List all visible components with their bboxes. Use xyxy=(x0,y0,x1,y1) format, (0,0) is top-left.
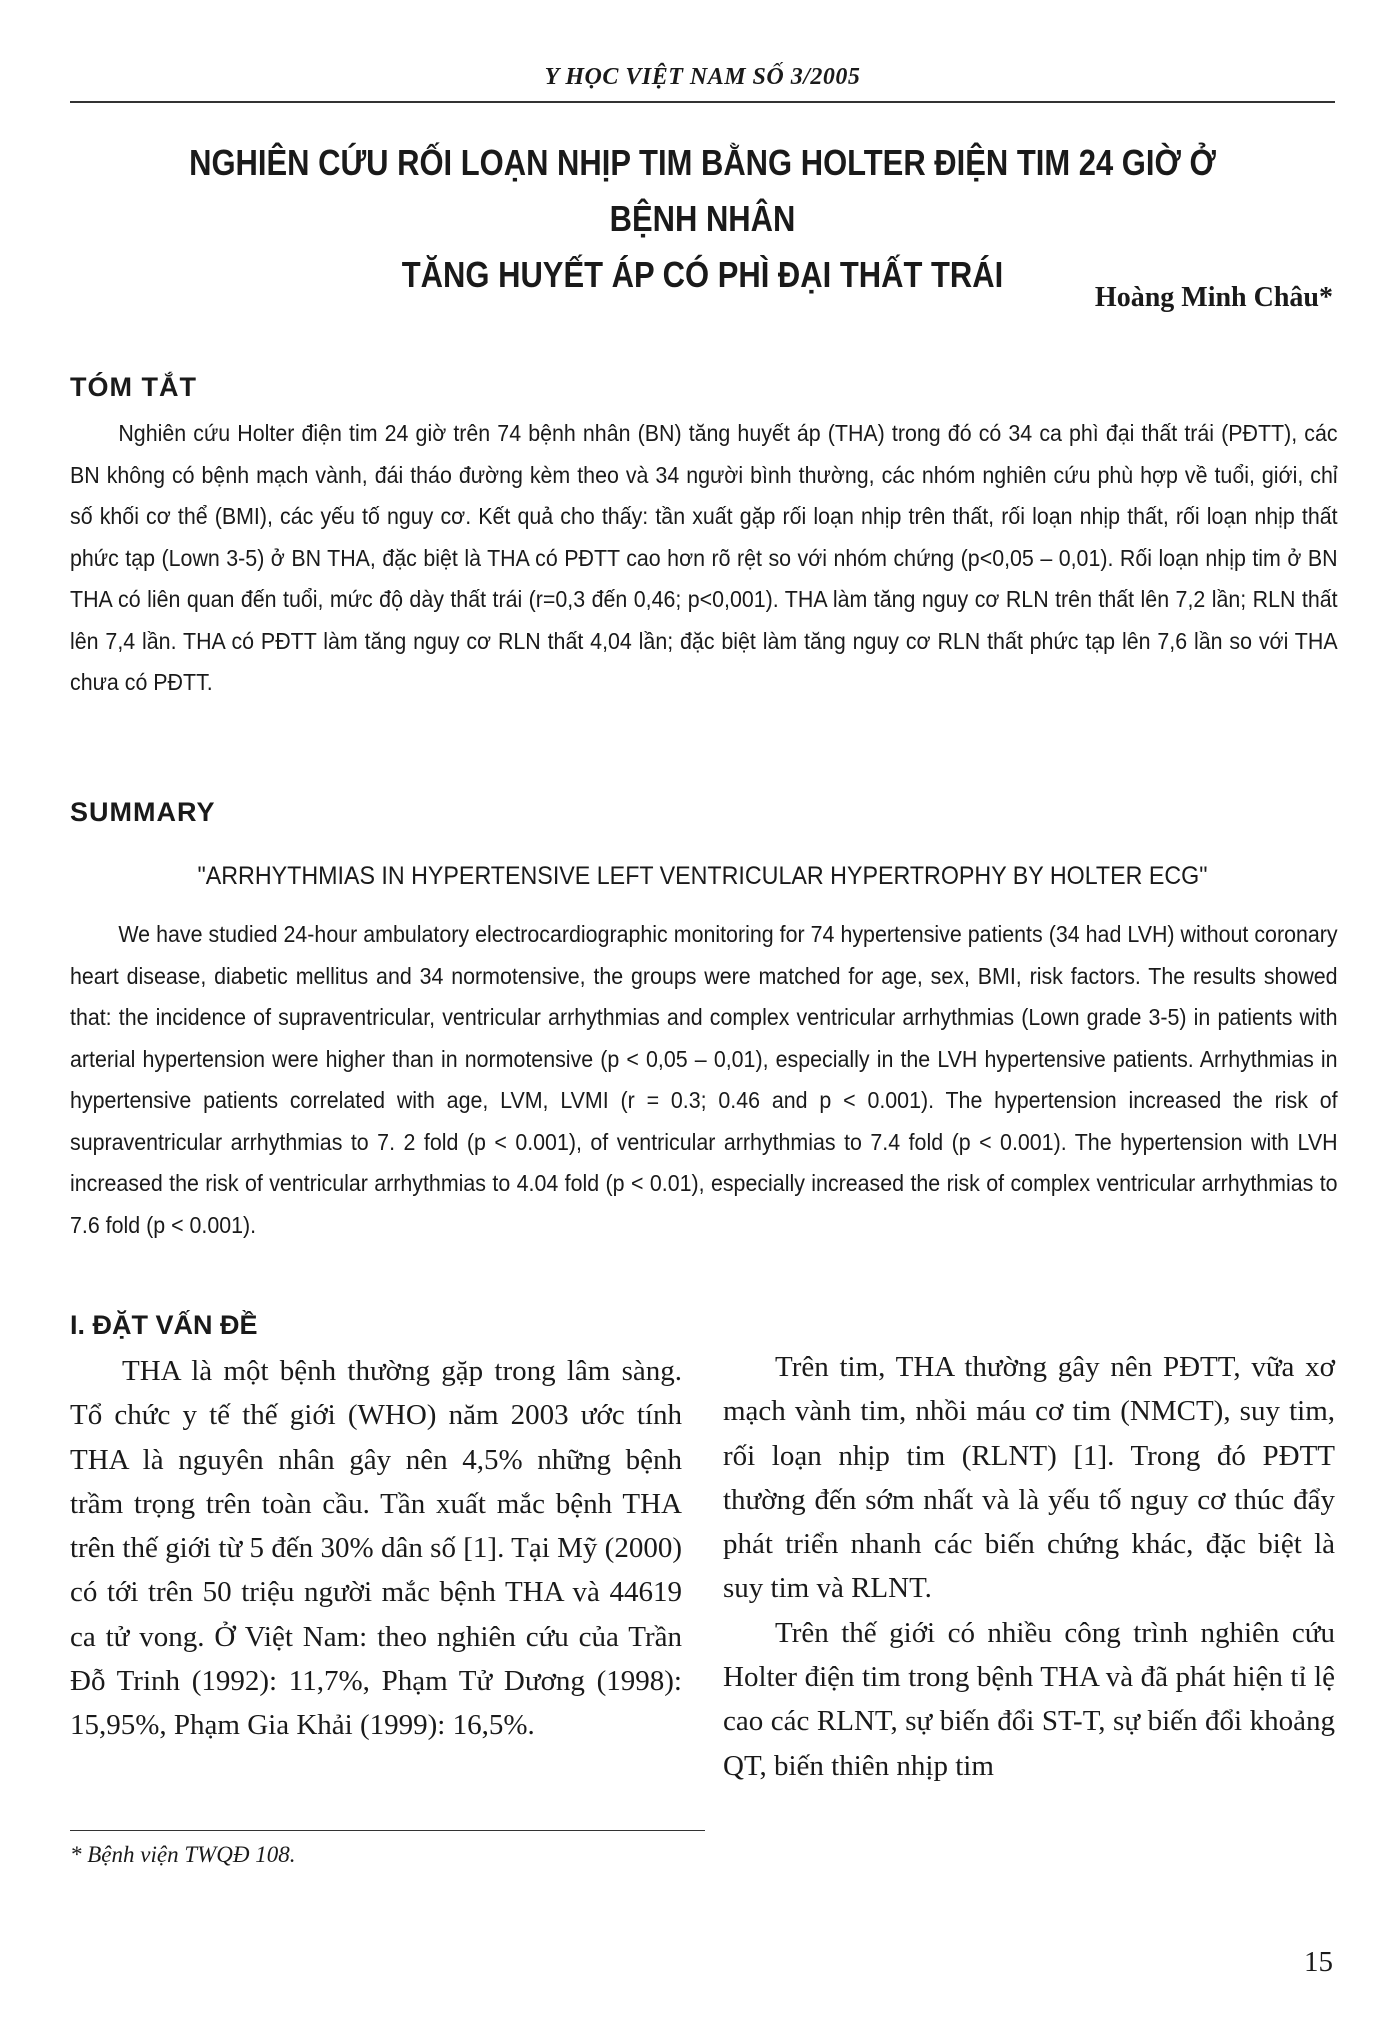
tom-tat-heading: TÓM TẮT xyxy=(70,372,197,402)
page-number: 15 xyxy=(1304,1946,1333,1978)
title-line-1: NGHIÊN CỨU RỐI LOẠN NHỊP TIM BẰNG HOLTER ĐIỆN TIM 24 GIỜ Ở BỆNH NHÂN xyxy=(189,142,1216,239)
article-title xyxy=(150,135,1255,303)
intro-right-column xyxy=(723,1345,1335,1788)
summary-text: We have studied 24-hour ambulatory electrocardiographic monitoring for 74 hypertensive patients (34 had LVH) without coronary heart disease, diabetic mellitus and 34 normotensive, the groups were matched for age, sex, BMI, risk factors. The results showed that: the incidence of supraventricular, ventricular arrhythmias and complex ventricular arrhythmias (Lown grade 3-5) in patients with arterial hypertension were higher than in normotensive (p < 0,05 – 0,01), especially in the LVH hypertensive patients. Arrhythmias in hypertensive patients correlated with age, LVM, LVMI (r = 0.3; 0.46 and p < 0.001). The hypertension increased the risk of supraventricular arrhythmias to 7. 2 fold (p < 0.001), of ventricular arrhythmias to 7.4 fold (p < 0.001). The hypertension with LVH increased the risk of ventricular arrhythmias to 4.04 fold (p < 0.01), especially increased the risk of complex ventricular arrhythmias to 7.6 fold (p < 0.001). xyxy=(70,921,1338,1238)
summary-heading: SUMMARY xyxy=(70,797,216,827)
tom-tat-text: Nghiên cứu Holter điện tim 24 giờ trên 74 bệnh nhân (BN) tăng huyết áp (THA) trong đó có 34 ca phì đại thất trái (PĐTT), các BN không có bệnh mạch vành, đái tháo đường kèm theo và 34 người bình thường, các nhóm nghiên cứu phù hợp về tuổi, giới, chỉ số khối cơ thể (BMI), các yếu tố nguy cơ. Kết quả cho thấy: tần xuất gặp rối loạn nhịp trên thất, rối loạn nhịp thất, rối loạn nhịp thất phức tạp (Lown 3-5) ở BN THA, đặc biệt là THA có PĐTT cao hơn rõ rệt so với nhóm chứng (p<0,05 – 0,01). Rối loạn nhịp tim ở BN THA có liên quan đến tuổi, mức độ dày thất trái (r=0,3 đến 0,46; p<0,001). THA làm tăng nguy cơ RLN trên thất lên 7,2 lần; RLN thất lên 7,4 lần. THA có PĐTT làm tăng nguy cơ RLN thất 4,04 lần; đặc biệt làm tăng nguy cơ RLN thất phức tạp lên 7,6 lần so với THA chưa có PĐTT. xyxy=(70,420,1338,695)
footnote-rule xyxy=(70,1830,705,1831)
intro-right-paragraph-2: Trên thế giới có nhiều công trình nghiên cứu Holter điện tim trong bệnh THA và đã phát hiện tỉ lệ cao các RLNT, sự biến đổi ST-T, sự biến đổi khoảng QT, biến thiên nhịp tim xyxy=(723,1616,1335,1782)
summary-body xyxy=(70,914,1338,1246)
title-line-2: TĂNG HUYẾT ÁP CÓ PHÌ ĐẠI THẤT TRÁI xyxy=(401,254,1004,295)
intro-left-column xyxy=(70,1349,682,1748)
running-head: Y HỌC VIỆT NAM SỐ 3/2005 xyxy=(544,64,861,90)
footnote: * Bệnh viện TWQĐ 108. xyxy=(70,1842,296,1867)
intro-right-paragraph-1: Trên tim, THA thường gây nên PĐTT, vữa xơ mạch vành tim, nhồi máu cơ tim (NMCT), suy tim, rối loạn nhịp tim (RLNT) [1]. Trong đó PĐTT thường đến sớm nhất và là yếu tố nguy cơ thúc đẩy phát triển nhanh các biến chứng khác, đặc biệt là suy tim và RLNT. xyxy=(723,1351,1335,1605)
intro-heading: I. ĐẶT VẤN ĐỀ xyxy=(70,1310,258,1340)
tom-tat-body xyxy=(70,413,1338,704)
summary-title: "ARRHYTHMIAS IN HYPERTENSIVE LEFT VENTRICULAR HYPERTROPHY BY HOLTER ECG" xyxy=(197,862,1208,890)
intro-left-paragraph: THA là một bệnh thường gặp trong lâm sàng. Tổ chức y tế thế giới (WHO) năm 2003 ước tính THA là nguyên nhân gây nên 4,5% những bệnh trầm trọng trên toàn cầu. Tần xuất mắc bệnh THA trên thế giới từ 5 đến 30% dân số [1]. Tại Mỹ (2000) có tới trên 50 triệu người mắc bệnh THA và 44619 ca tử vong. Ở Việt Nam: theo nghiên cứu của Trần Đỗ Trinh (1992): 11,7%, Phạm Tử Dương (1998): 15,95%, Phạm Gia Khải (1999): 16,5%. xyxy=(70,1355,682,1742)
author: Hoàng Minh Châu* xyxy=(1094,282,1333,313)
header-rule xyxy=(70,101,1335,103)
